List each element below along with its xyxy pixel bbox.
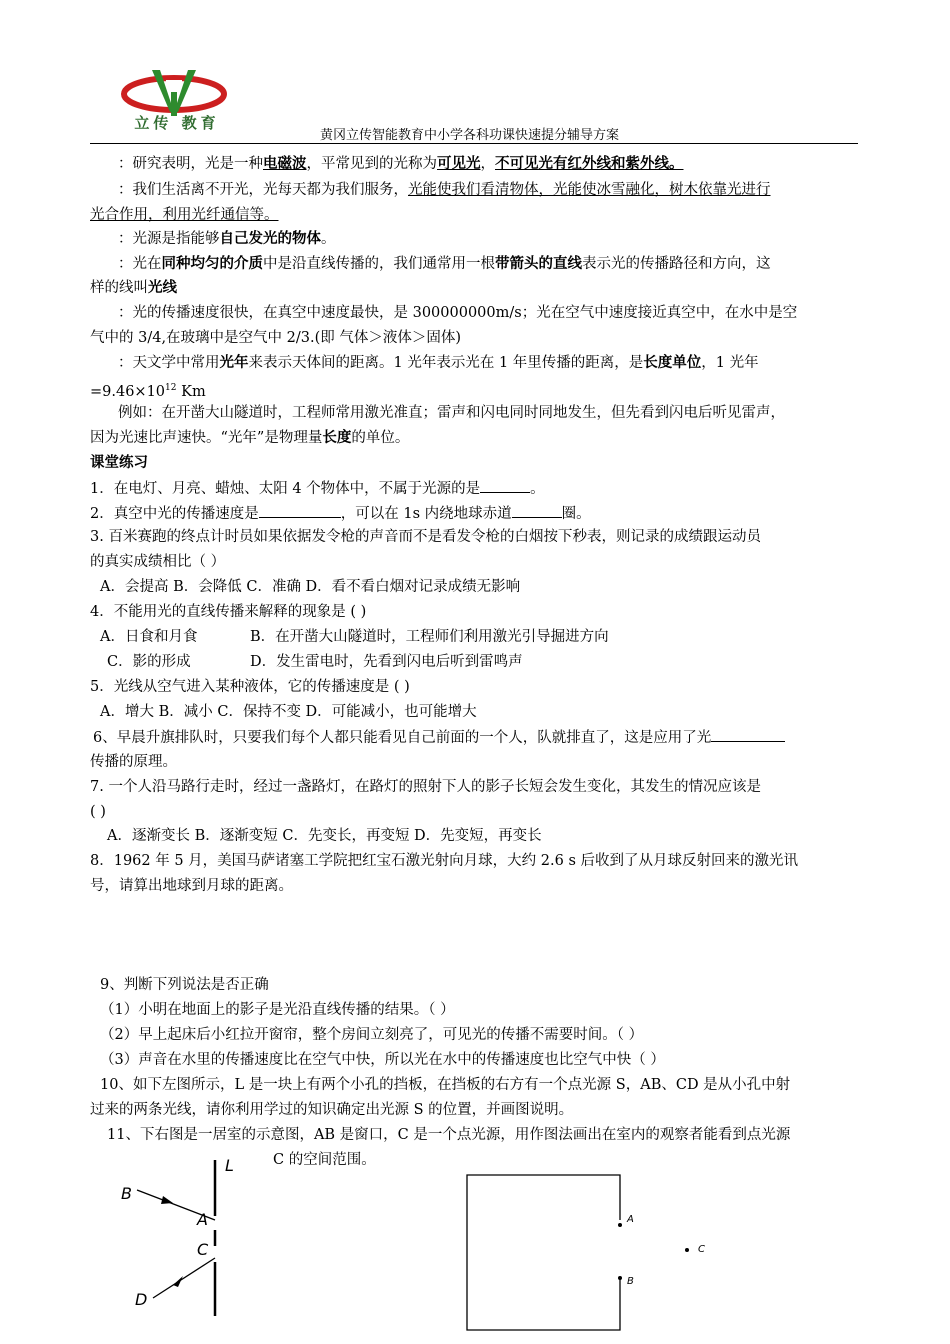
fact-speed-line2: 气中的 3/4,在玻璃中是空气中 2/3.(即 气体＞液体＞固体) xyxy=(90,330,462,346)
question-7-options: A．逐渐变长 B．逐渐变短 C．先变长，再变短 D．先变短，再变长 xyxy=(107,828,542,844)
logo-text: 立传 教育 xyxy=(134,114,220,132)
question-3-line2: 的真实成绩相比（ ） xyxy=(90,554,226,570)
question-5-options: A．增大 B．减小 C．保持不变 D．可能减小，也可能增大 xyxy=(100,704,477,720)
question-6-line1: 6、早晨升旗排队时，只要我们每个人都只能看见自己前面的一个人，队就排直了，这是应用了光 xyxy=(93,727,785,748)
question-9-heading: 9、判断下列说法是否正确 xyxy=(100,977,269,993)
fact-use-line1: ：我们生活离不开光，光每天都为我们服务，光能使我们看清物体，光能使冰雪融化，树木依靠光进行 xyxy=(118,182,771,198)
fact-example-line1: 例如：在开凿大山隧道时，工程师常用激光准直；雷声和闪电同时同地发生，但先看到闪电后听见雷声， xyxy=(118,405,785,421)
question-10-line2: 过来的两条光线，请你利用学过的知识确定出光源 S 的位置，并画图说明。 xyxy=(90,1102,574,1118)
header-title: 黄冈立传智能教育中小学各科功课快速提分辅导方案 xyxy=(320,128,620,143)
label-B: B xyxy=(627,1276,634,1287)
exercises-heading: 课堂练习 xyxy=(90,454,148,471)
question-9-item-3: （3）声音在水里的传播速度比在空气中快，所以光在水中的传播速度也比空气中快（ ） xyxy=(100,1052,665,1068)
question-5-line1: 5．光线从空气进入某种液体，它的传播速度是 ( ) xyxy=(90,679,410,695)
answer-blank[interactable] xyxy=(512,503,562,518)
fact-use-line2: 光合作用，利用光纤通信等。 xyxy=(90,207,279,223)
figure-barrier xyxy=(115,1150,265,1320)
answer-blank[interactable] xyxy=(711,727,785,742)
question-4-option-b: B．在开凿大山隧道时，工程师们利用激光引导掘进方向 xyxy=(250,629,609,645)
fact-lightyear-line1: ：天文学中常用光年来表示天体间的距离。1 光年表示光在 1 年里传播的距离，是长度单位，1 光年 xyxy=(118,354,759,371)
question-9-item-2: （2）早上起床后小红拉开窗帘，整个房间立刻亮了，可见光的传播不需要时间。（ ） xyxy=(100,1027,644,1043)
label-A: A xyxy=(197,1210,208,1229)
label-C: C xyxy=(197,1240,209,1259)
question-2: 2．真空中光的传播速度是 ，可以在 1s 内绕地球赤道 圈。 xyxy=(90,503,591,524)
figure-room xyxy=(462,1170,722,1340)
fact-light-source: ：光源是指能够自己发光的物体。 xyxy=(118,230,336,247)
label-L: L xyxy=(225,1156,234,1175)
fact-straight-line1: ：光在同种均匀的介质中是沿直线传播的，我们通常用一根带箭头的直线表示光的传播路径和方向，这 xyxy=(118,255,771,272)
answer-blank[interactable] xyxy=(259,503,341,518)
question-7-line2: ( ) xyxy=(90,804,106,820)
question-3-line1: 3. 百米赛跑的终点计时员如果依据发令枪的声音而不是看发令枪的白烟按下秒表，则记录的成绩跟运动员 xyxy=(90,529,761,545)
question-10-line1: 10、如下左图所示，L 是一块上有两个小孔的挡板，在挡板的右方有一个点光源 S，AB、CD 是从小孔中射 xyxy=(100,1077,791,1093)
header-divider xyxy=(90,143,858,144)
question-8-line2: 号，请算出地球到月球的距离。 xyxy=(90,878,293,894)
question-6-line2: 传播的原理。 xyxy=(90,754,177,770)
question-3-options: A．会提高 B．会降低 C．准确 D．看不看白烟对记录成绩无影响 xyxy=(100,579,521,595)
logo xyxy=(118,62,236,142)
question-7-line1: 7. 一个人沿马路行走时，经过一盏路灯，在路灯的照射下人的影子长短会发生变化，其发生的情况应该是 xyxy=(90,779,761,795)
label-C: C xyxy=(698,1244,705,1255)
fact-speed-line1: ：光的传播速度很快，在真空中速度最快，是 300000000m/s；光在空气中速度接近真空中，在水中是空 xyxy=(118,305,798,321)
question-4-option-a: A．日食和月食 xyxy=(100,629,198,645)
label-A: A xyxy=(627,1214,634,1225)
fact-straight-line2: 样的线叫光线 xyxy=(90,279,177,296)
question-11-line2: C 的空间范围。 xyxy=(273,1152,376,1168)
question-4-line1: 4．不能用光的直线传播来解释的现象是 ( ) xyxy=(90,604,367,620)
question-8-line1: 8．1962 年 5 月，美国马萨诸塞工学院把红宝石激光射向月球，大约 2.6 s 后收到了从月球反射回来的激光讯 xyxy=(90,853,799,869)
fact-lightyear-line2: $=9.46\times 10^{12}$ Km xyxy=(90,383,206,400)
question-1: 1．在电灯、月亮、蜡烛、太阳 4 个物体中，不属于光源的是 。 xyxy=(90,478,545,499)
fact-electromagnetic: ：研究表明，光是一种电磁波，平常见到的光称为可见光，不可见光有红外线和紫外线。 xyxy=(118,155,684,172)
label-D: D xyxy=(135,1290,148,1309)
question-11-line1: 11、下右图是一居室的示意图，AB 是窗口，C 是一个点光源，用作图法画出在室内的观察者能看到点光源 xyxy=(107,1127,791,1143)
figure-room-diagram xyxy=(462,1170,722,1340)
answer-blank[interactable] xyxy=(480,478,530,493)
question-4-option-d: D．发生雷电时，先看到闪电后听到雷鸣声 xyxy=(250,654,523,670)
fact-example-line2: 因为光速比声速快。“光年”是物理量长度的单位。 xyxy=(90,429,410,446)
question-9-item-1: （1）小明在地面上的影子是光沿直线传播的结果。（ ） xyxy=(100,1002,455,1018)
label-B: B xyxy=(121,1184,132,1203)
question-4-option-c: C．影的形成 xyxy=(107,654,191,670)
